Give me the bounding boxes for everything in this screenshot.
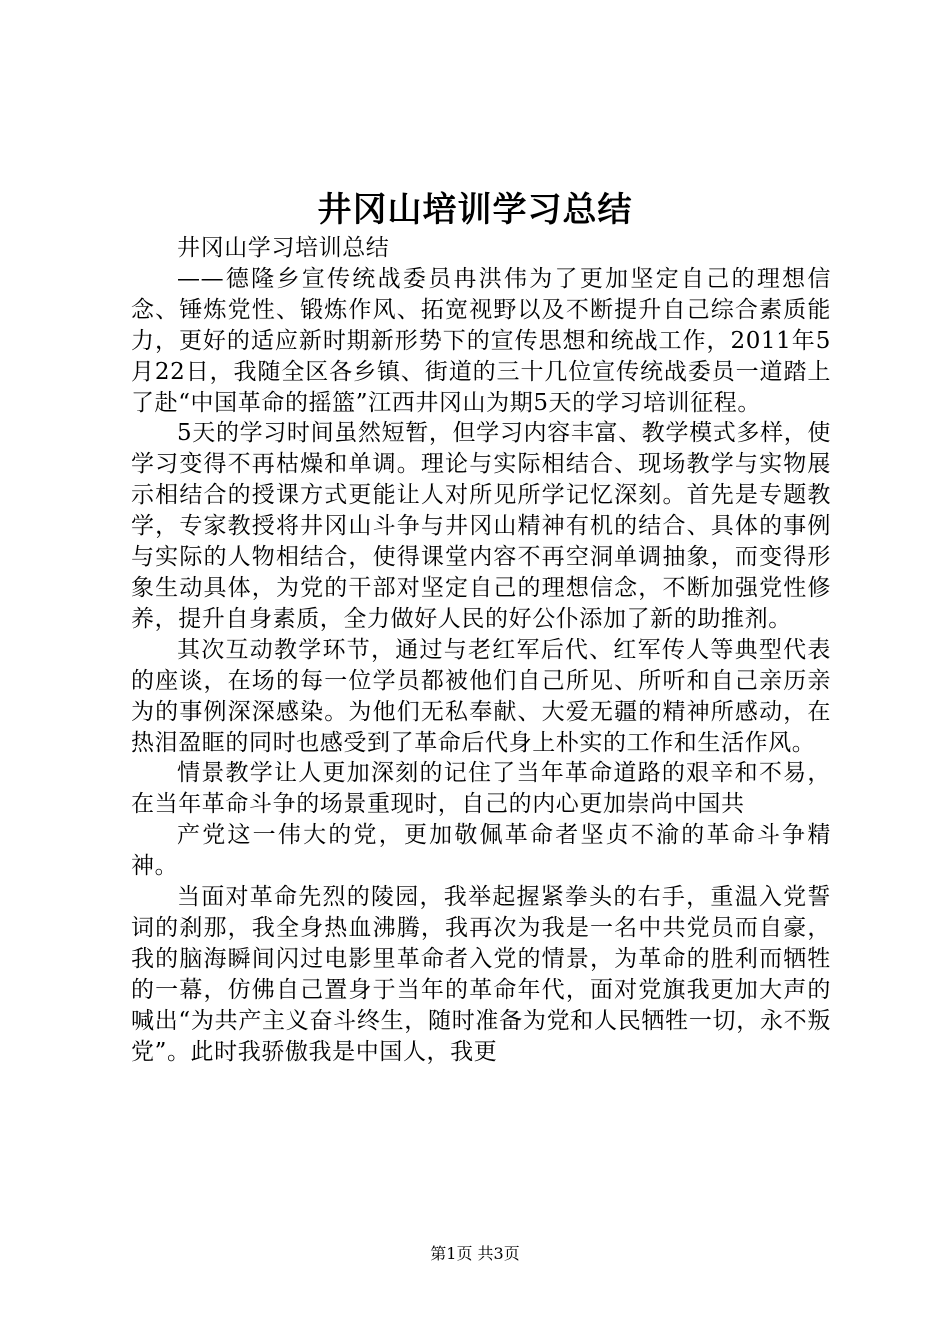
body-paragraph: 当面对革命先烈的陵园，我举起握紧拳头的右手，重温入党誓词的刹那，我全身热血沸腾，我再次为我是一名中共党员而自豪，我的脑海瞬间闪过电影里革命者入党的情景，为革命的胜利而牺牲的一幕，仿佛自己置身于当年的革命年代，面对党旗我更加大声的喊出“为共产主义奋斗终生，随时准备为党和人民牺牲一切，永不叛党”。此时我骄傲我是中国人，我更 <box>131 884 831 1065</box>
document-title: 井冈山培训学习总结 <box>317 190 633 230</box>
body-paragraph: 其次互动教学环节，通过与老红军后代、红军传人等典型代表的座谈，在场的每一位学员都被他们自己所见、所听和自己亲历亲为的事例深深感染。为他们无私奉献、大爱无疆的精神所感动，在热泪盈眶的同时也感受到了革命后代身上朴实的工作和生活作风。 <box>131 636 831 756</box>
body-paragraph: 5天的学习时间虽然短暂，但学习内容丰富、教学模式多样，使学习变得不再枯燥和单调。理论与实际相结合、现场教学与实物展示相结合的授课方式更能让人对所见所学记忆深刻。首先是专题教学，专家教授将井冈山斗争与井冈山精神有机的结合、具体的事例与实际的人物相结合，使得课堂内容不再空洞单调抽象，而变得形象生动具体，为党的干部对坚定自己的理想信念，不断加强党性修养，提升自身素质，全力做好人民的好公仆添加了新的助推剂。 <box>131 420 831 632</box>
body-paragraph: 情景教学让人更加深刻的记住了当年革命道路的艰辛和不易，在当年革命斗争的场景重现时，自己的内心更加崇尚中国共 <box>131 760 831 818</box>
subtitle-paragraph: 井冈山学习培训总结 <box>177 235 390 261</box>
body-paragraph: 产党这一伟大的党，更加敬佩革命者坚贞不渝的革命斗争精神。 <box>131 822 831 880</box>
document-body <box>131 233 831 1067</box>
page-number-footer: 第1页 共3页 <box>430 1244 520 1263</box>
body-paragraph: ——德隆乡宣传统战委员冉洪伟为了更加坚定自己的理想信念、锤炼党性、锻炼作风、拓宽视野以及不断提升自己综合素质能力，更好的适应新时期新形势下的宣传思想和统战工作，2011年5月22日，我随全区各乡镇、街道的三十几位宣传统战委员一道踏上了赴“中国革命的摇篮”江西井冈山为期5天的学习培训征程。 <box>131 265 831 416</box>
